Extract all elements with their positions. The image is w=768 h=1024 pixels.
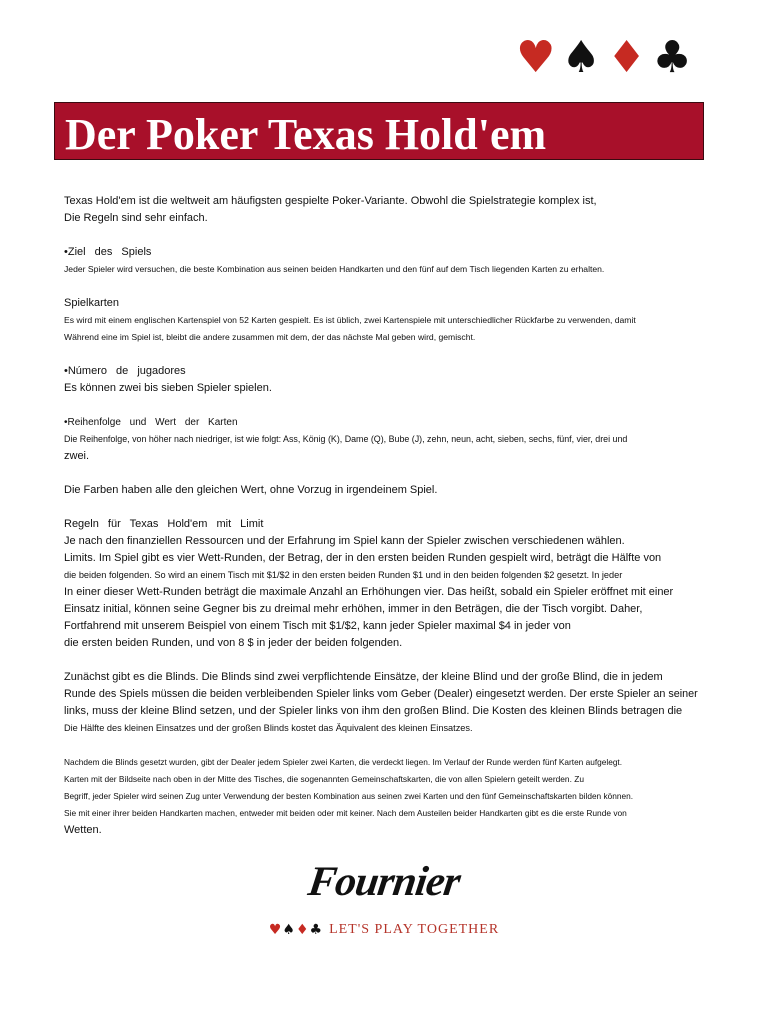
spielkarten-paragraph xyxy=(64,312,724,346)
nachdem-line: Karten mit der Bildseite nach oben in der Mitte des Tisches, die sogenannten Gemeinschaftskarten, die von allen Spielern geteilt werden. Zu xyxy=(64,774,585,784)
blinds-line: links, muss der kleine Blind setzen, und der Spieler links von ihm den großen Blind. Die Kosten des kleinen Blinds betragen die xyxy=(64,705,683,717)
nachdem-line: Sie mit einer ihrer beiden Handkarten machen, entweder mit beiden oder mit keiner. Nach dem Austeilen beider Handkarten gibt es die erste Runde von xyxy=(64,808,627,818)
blinds-line: Zunächst gibt es die Blinds. Die Blinds sind zwei verpflichtende Einsätze, der kleine Blind und der große Blind, die in jedem xyxy=(64,671,663,683)
brand-logo: Fournier xyxy=(305,859,463,905)
regeln-line: die ersten beiden Runden, und von 8 $ in jeder der beiden folgenden. xyxy=(64,637,403,649)
blinds-line: Die Hälfte des kleinen Einsatzes und der großen Blinds kostet das Äquivalent des kleinen Einsatzes. xyxy=(64,723,473,733)
section-heading-spielkarten: Spielkarten xyxy=(64,297,120,309)
regeln-paragraph xyxy=(64,533,724,652)
section-heading-regeln: Regeln für Texas Hold'em mit Limit xyxy=(64,518,264,530)
ziel-paragraph xyxy=(64,261,724,278)
regeln-line: Fortfahrend mit unserem Beispiel von einem Tisch mit $1/$2, kann jeder Spieler maximal $4 in jeder von xyxy=(64,620,571,632)
heart-icon: ♥ xyxy=(516,32,556,83)
diamond-icon: ♦ xyxy=(295,922,310,938)
header-suits xyxy=(516,30,696,86)
regeln-line: die beiden folgenden. So wird an einem Tisch mit $1/$2 in den ersten beiden Runden $1 und in den beiden folgenden $2 gesetzt. In jeder xyxy=(64,570,623,580)
nachdem-line: Wetten. xyxy=(64,824,102,836)
ziel-line: Jeder Spieler wird versuchen, die beste Kombination aus seinen beiden Handkarten und den fünf auf dem Tisch liegenden Karten zu erhalten. xyxy=(64,264,605,274)
jugadores-paragraph xyxy=(64,380,724,397)
tagline-text: LET'S PLAY TOGETHER xyxy=(329,922,500,937)
club-icon: ♣ xyxy=(309,922,324,938)
regeln-line: Limits. Im Spiel gibt es vier Wett-Runden, der Betrag, der in den ersten beiden Runden gespielt wird, beträgt die Hälfte von xyxy=(64,552,662,564)
diamond-icon: ♦ xyxy=(606,32,647,83)
intro-line: Texas Hold'em ist die weltweit am häufigsten gespielte Poker-Variante. Obwohl die Spielstrategie komplex ist, xyxy=(64,195,597,207)
regeln-line: Einsatz initial, können seine Gegner bis zu dreimal mehr erhöhen, immer in den Beträgen, die der Tisch vorgibt. Daher, xyxy=(64,603,643,615)
regeln-line: In einer dieser Wett-Runden beträgt die maximale Anzahl an Erhöhungen vier. Das heißt, sobald ein Spieler eröffnet mit einer xyxy=(64,586,674,598)
spielkarten-line: Es wird mit einem englischen Kartenspiel von 52 Karten gespielt. Es ist üblich, zwei Kartenspiele mit unterschiedlicher Rückfarbe zu verwenden, damit xyxy=(64,315,636,325)
spade-icon: ♠ xyxy=(561,32,601,83)
section-heading-jugadores: •Número de jugadores xyxy=(64,365,186,377)
intro-paragraph xyxy=(64,193,724,227)
document-body xyxy=(64,193,724,839)
club-icon: ♣ xyxy=(652,32,692,83)
section-heading-ziel: •Ziel des Spiels xyxy=(64,246,152,258)
jugadores-line: Es können zwei bis sieben Spieler spielen. xyxy=(64,382,272,394)
spielkarten-line: Während eine im Spiel ist, bleibt die andere zusammen mit dem, der das nächste Mal geben wird, gemischt. xyxy=(64,332,476,342)
page-title: Der Poker Texas Hold'em xyxy=(65,110,547,159)
regeln-line: Je nach den finanziellen Ressourcen und der Erfahrung im Spiel kann der Spieler zwischen verschiedenen wählen. xyxy=(64,535,625,547)
nachdem-line: Begriff, jeder Spieler wird seinen Zug unter Verwendung der besten Kombination aus seinen zwei Karten und den fünf Gemeinschaftskarten bilden können. xyxy=(64,791,633,801)
reihenfolge-line: Die Reihenfolge, von höher nach niedriger, ist wie folgt: Ass, König (K), Dame (Q), Bube (J), zehn, neun, acht, sieben, sechs, fünf, vier, drei und xyxy=(64,434,628,444)
spade-icon: ♠ xyxy=(282,922,296,938)
farben-paragraph: Die Farben haben alle den gleichen Wert, ohne Vorzug in irgendeinem Spiel. xyxy=(64,484,438,496)
blinds-line: Runde des Spiels müssen die beiden verbleibenden Spieler links vom Geber (Dealer) eingesetzt werden. Der erste Spieler an seiner xyxy=(64,688,698,700)
brand-tagline xyxy=(0,922,768,938)
blinds-paragraph xyxy=(64,669,724,737)
nachdem-paragraph xyxy=(64,754,724,839)
tagline-suits xyxy=(269,922,323,938)
section-heading-reihenfolge: •Reihenfolge und Wert der Karten xyxy=(64,417,238,428)
reihenfolge-paragraph xyxy=(64,431,724,465)
title-banner xyxy=(54,102,704,160)
reihenfolge-line: zwei. xyxy=(64,450,90,462)
heart-icon: ♥ xyxy=(268,922,283,938)
nachdem-line: Nachdem die Blinds gesetzt wurden, gibt der Dealer jedem Spieler zwei Karten, die verdeckt liegen. Im Verlauf der Runde werden fünf Karten aufgelegt. xyxy=(64,757,623,767)
intro-line: Die Regeln sind sehr einfach. xyxy=(64,212,208,224)
